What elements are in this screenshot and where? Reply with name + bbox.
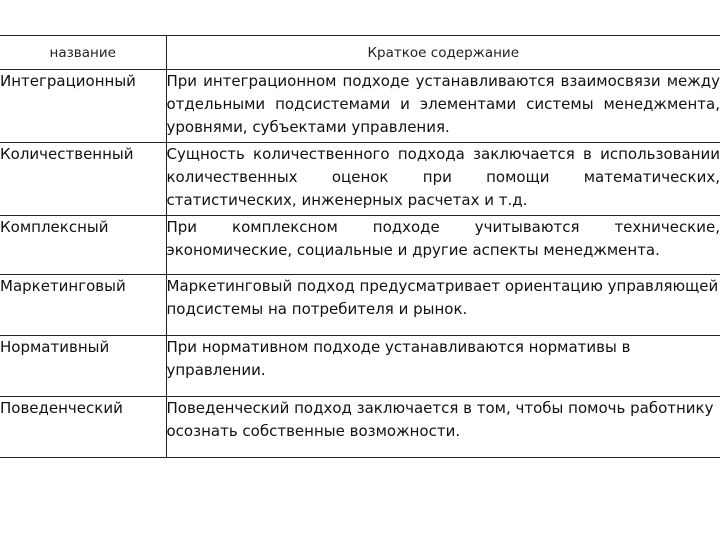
approach-summary: При нормативном подходе устанавливаются нормативы в управлении. [166,336,720,397]
table-row [0,70,720,143]
approach-name: Комплексный [0,216,166,275]
approach-name: Поведенческий [0,397,166,458]
table-header-row [0,36,720,70]
table-row [0,143,720,216]
approach-name: Количественный [0,143,166,216]
column-header-summary: Краткое содержание [166,36,720,70]
table-row [0,216,720,275]
column-header-name: название [0,36,166,70]
approach-name: Нормативный [0,336,166,397]
table-row [0,336,720,397]
table-row [0,397,720,458]
approach-name: Маркетинговый [0,275,166,336]
approach-summary: Сущность количественного подхода заключается в использовании количественных оценок при помощи математических, статистических, инженерных расчетах и т.д. [166,143,720,216]
approach-summary: Маркетинговый подход предусматривает ориентацию управляющей подсистемы на потребителя и рынок. [166,275,720,336]
approach-summary: При комплексном подходе учитываются технические, экономические, социальные и другие аспекты менеджмента. [166,216,720,275]
approaches-table [0,35,720,458]
approach-summary: При интеграционном подходе устанавливаются взаимосвязи между отдельными подсистемами и элементами системы менеджмента, уровнями, субъектами управления. [166,70,720,143]
approach-summary: Поведенческий подход заключается в том, чтобы помочь работнику осознать собственные возможности. [166,397,720,458]
table-row [0,275,720,336]
approach-name: Интеграционный [0,70,166,143]
